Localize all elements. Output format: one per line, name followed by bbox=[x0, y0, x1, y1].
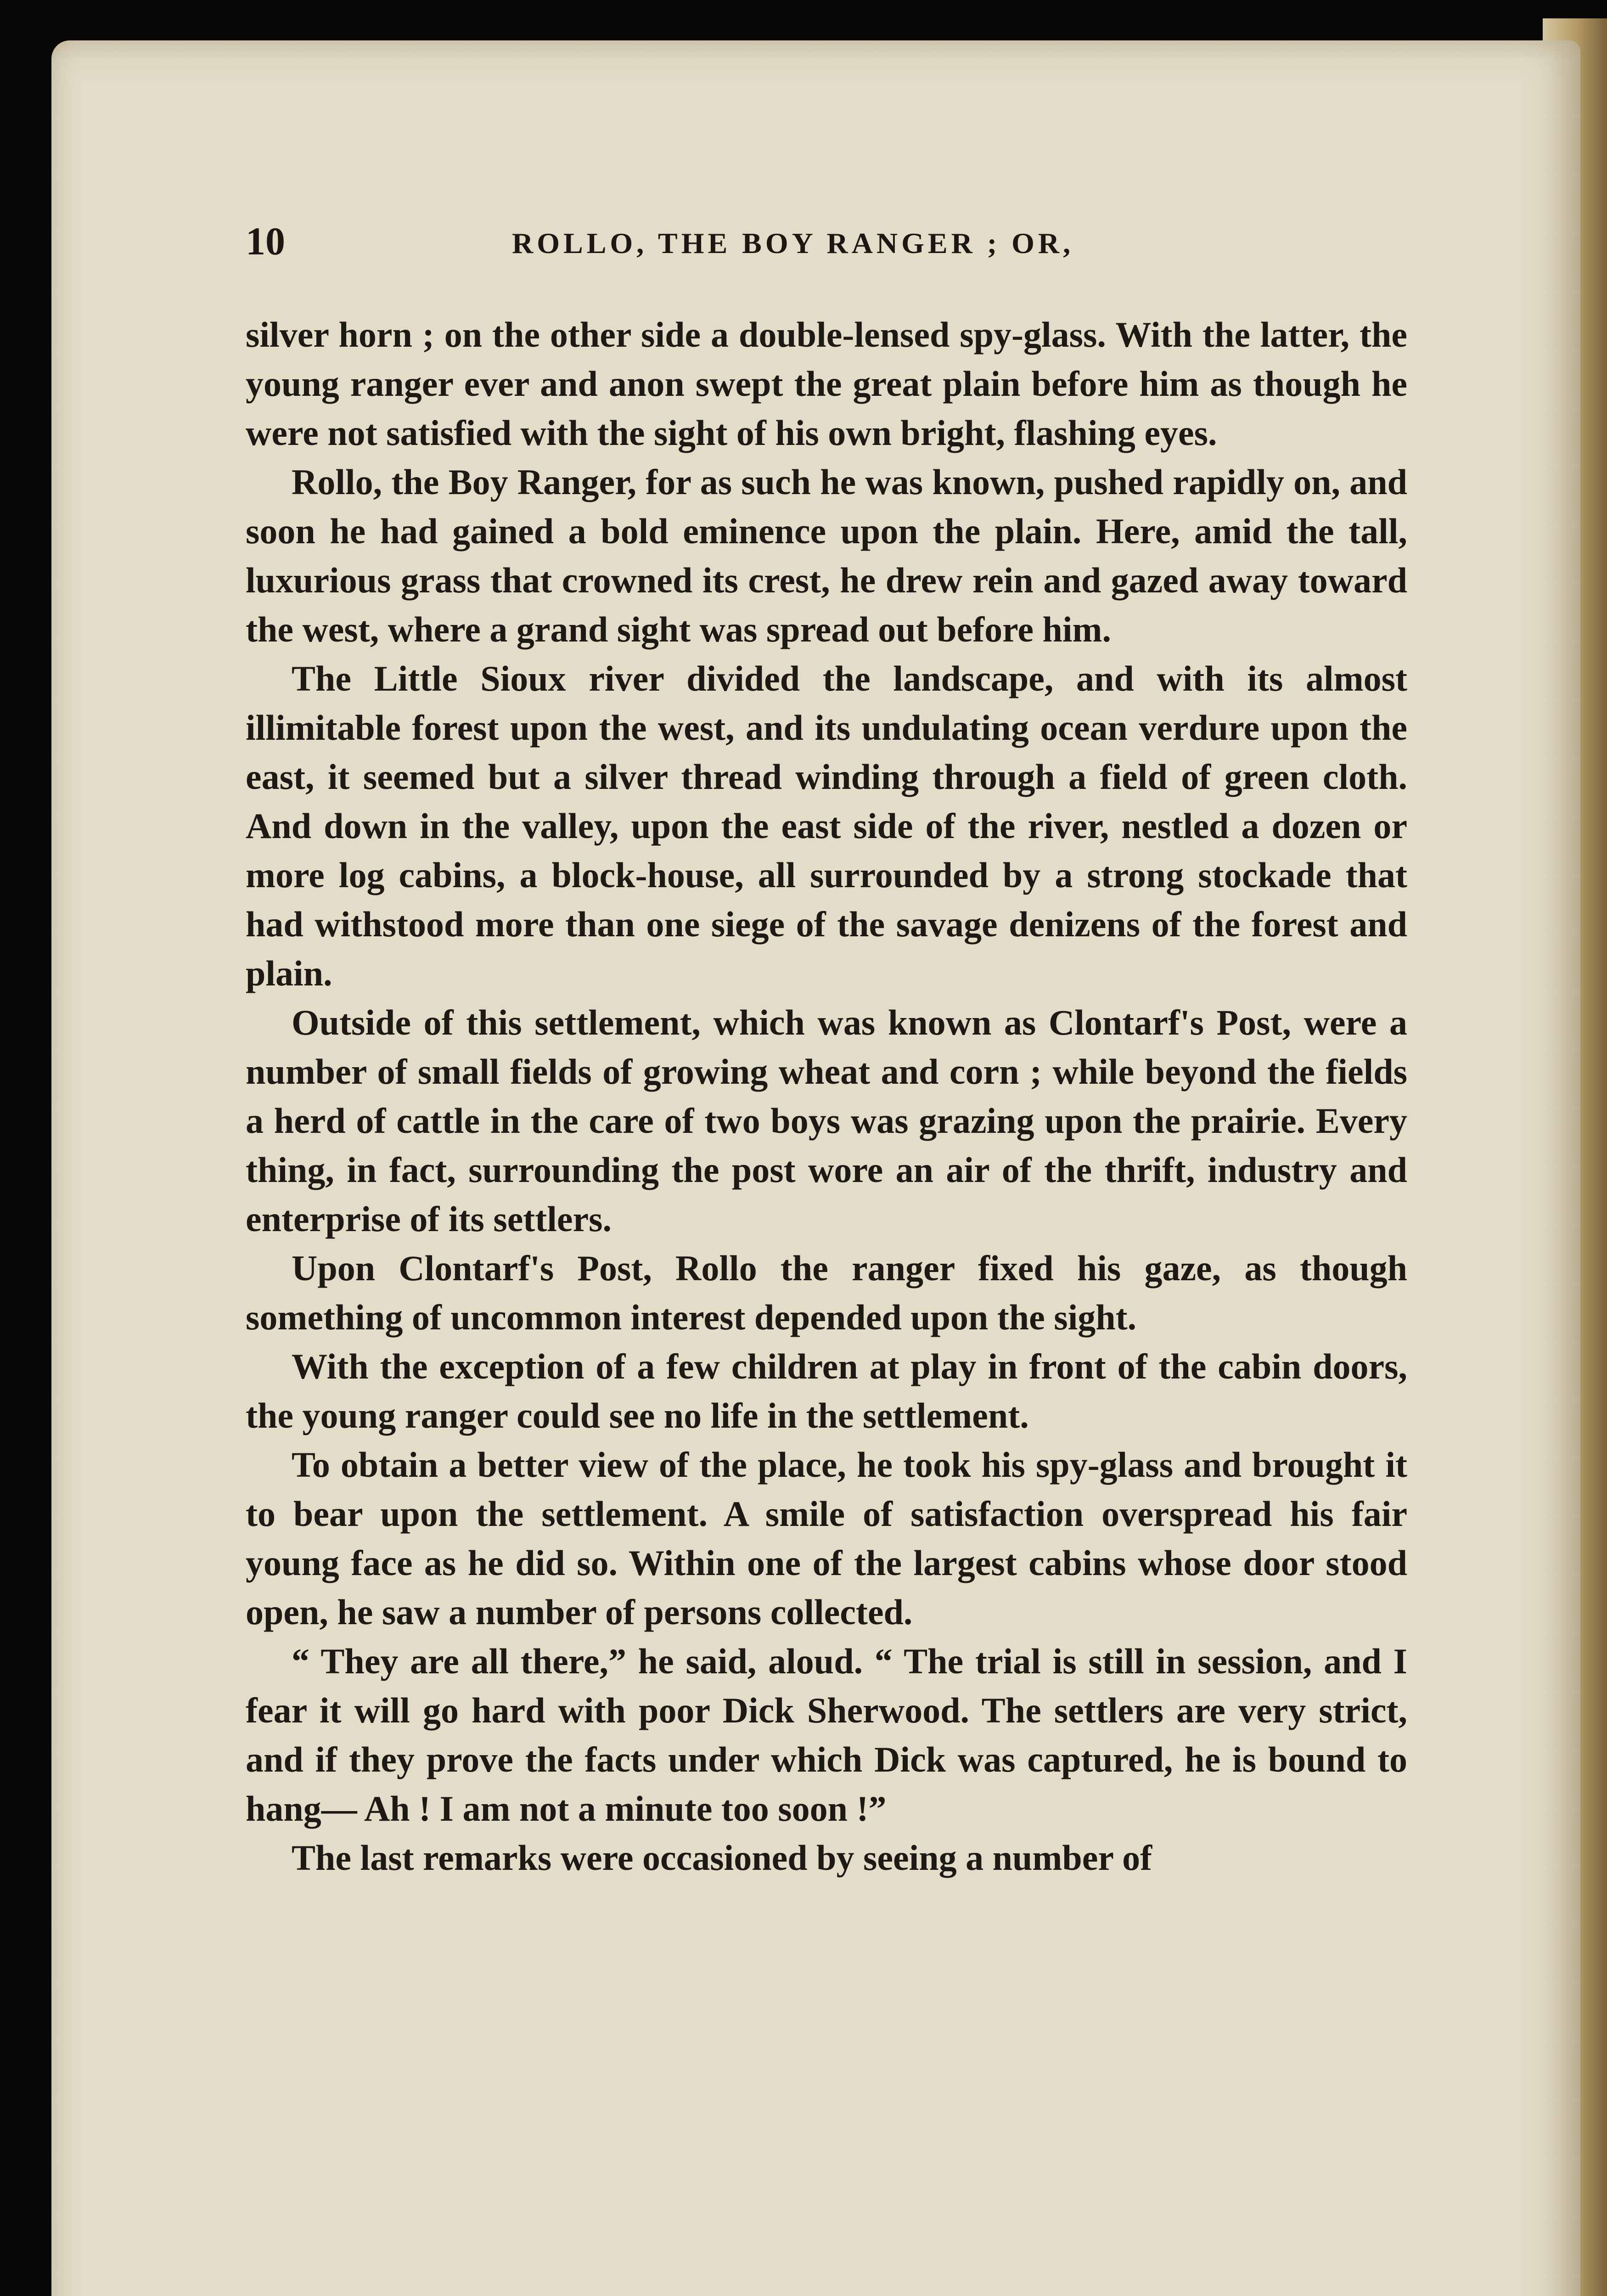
paragraph: The Little Sioux river divided the landscape, and with its almost illimitable forest upon the west, and its undulating ocean verdure upon the east, it seemed but a silver thread winding through a field of green cloth. And down in the valley, upon the east side of the river, nestled a dozen or more log cabins, a block-house, all surrounded by a strong stockade that had withstood more than one siege of the savage denizens of the forest and plain. bbox=[246, 658, 1407, 993]
running-head: ROLLO, THE BOY RANGER ; OR, bbox=[512, 227, 1074, 259]
body-text bbox=[246, 310, 1407, 1882]
paragraph: “ They are all there,” he said, aloud. “ The trial is still in session, and I fear it will go hard with poor Dick Sherwood. The settlers are very strict, and if they prove the facts under which Dick was captured, he is bound to hang— Ah ! I am not a minute too soon !” bbox=[246, 1641, 1407, 1829]
paragraph: With the exception of a few children at play in front of the cabin doors, the young ranger could see no life in the settlement. bbox=[246, 1346, 1407, 1435]
paragraph: Upon Clontarf's Post, Rollo the ranger fixed his gaze, as though something of uncommon interest depended upon the sight. bbox=[246, 1248, 1407, 1337]
page-number: 10 bbox=[246, 219, 285, 263]
paragraph: Rollo, the Boy Ranger, for as such he was known, pushed rapidly on, and soon he had gained a bold eminence upon the plain. Here, amid the tall, luxurious grass that crowned its crest, he drew rein and gazed away toward the west, where a grand sight was spread out before him. bbox=[246, 462, 1407, 649]
paragraph: Outside of this settlement, which was known as Clontarf's Post, were a number of small fields of growing wheat and corn ; while beyond the fields a herd of cattle in the care of two boys was grazing upon the prairie. Every thing, in fact, surrounding the post wore an air of the thrift, industry and enterprise of its settlers. bbox=[246, 1002, 1407, 1239]
page-header bbox=[246, 209, 1407, 278]
paragraph: The last remarks were occasioned by seeing a number of bbox=[292, 1838, 1152, 1878]
paragraph: To obtain a better view of the place, he took his spy-glass and brought it to bear upon the settlement. A smile of satisfaction overspread his fair young face as he did so. Within one of the largest cabins whose door stood open, he saw a number of persons collected. bbox=[246, 1445, 1407, 1632]
paragraph: silver horn ; on the other side a double-lensed spy-glass. With the latter, the young ranger ever and anon swept the great plain before him as though he were not satisfied with the sight of his own bright, flashing eyes. bbox=[246, 315, 1407, 453]
